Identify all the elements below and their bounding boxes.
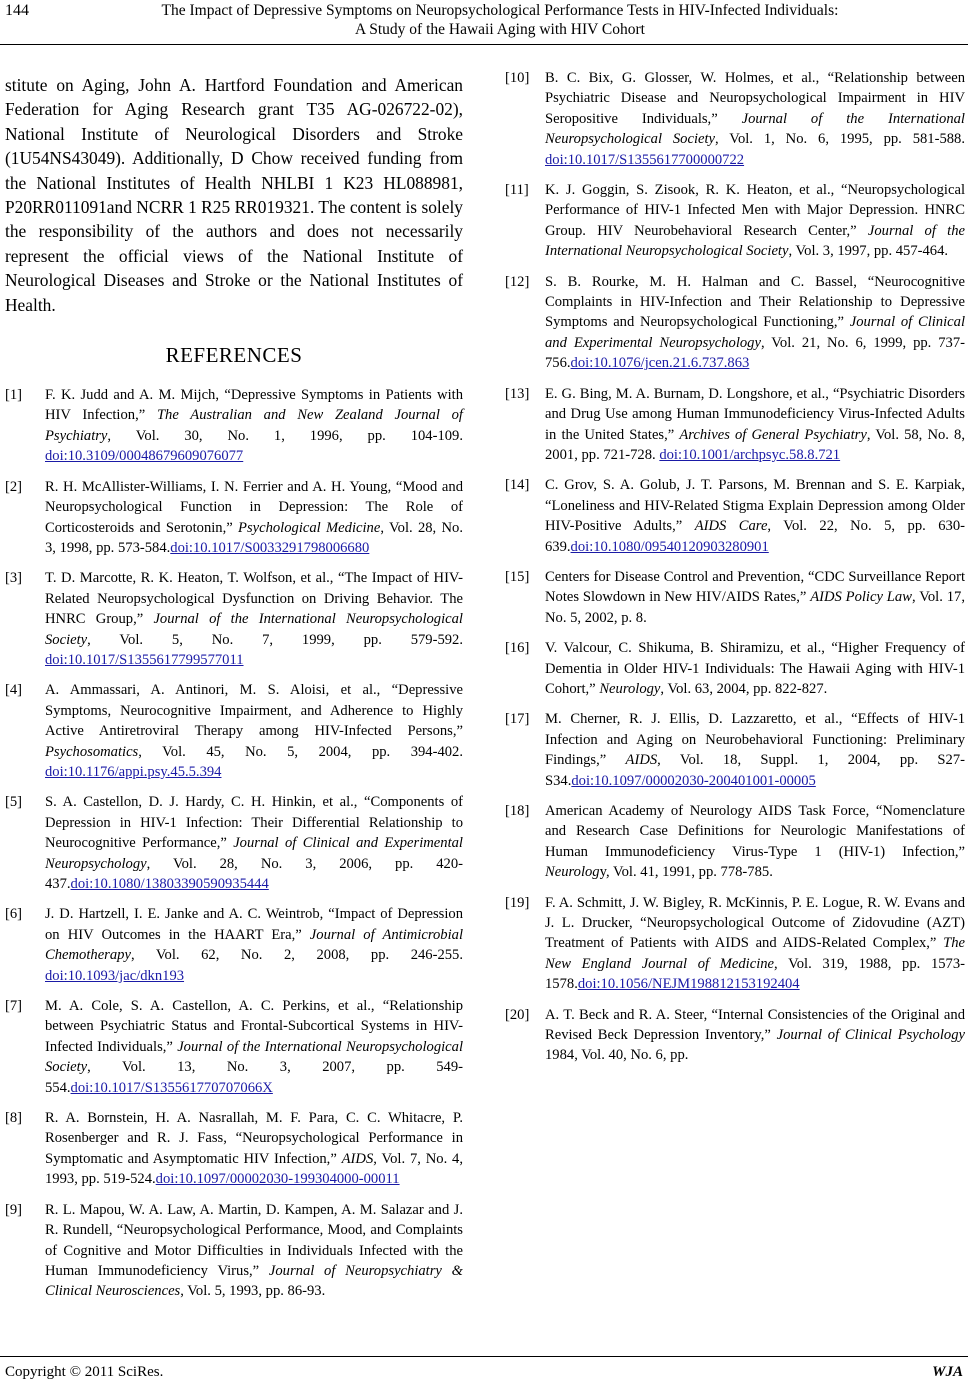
reference-journal: Neurolog xyxy=(545,864,600,881)
reference-authors-title: M. Cherner, R. J. Ellis, D. Lazzaretto, et al., “Effects of HIV-1 Infection and Aging on Neurobehavioral Functioning: Preliminary Findings,” xyxy=(545,711,965,769)
reference-number: [19] xyxy=(505,894,530,911)
reference-authors-title: American Academy of Neurology AIDS Task Force, “Nomenclature and Research Case Definitions for Neurologic Manifestations of Human Immunodeficiency Virus-Type 1 (HIV-1) Infection,” xyxy=(545,803,965,860)
right-column xyxy=(505,68,965,1076)
reference-authors-title: R. L. Mapou, W. A. Law, A. Martin, D. Kampen, A. M. Salazar and J. R. Rundell, “Neuropsychological Performance, Mood, and Complaints of Cognitive and Motor Difficulties in Individuals Infected with the Human Immunodeficiency Virus,” xyxy=(45,1201,463,1279)
reference-journal: AIDS xyxy=(625,752,658,769)
reference-authors-title: F. A. Schmitt, J. W. Bigley, R. McKinnis, P. E. Logue, R. W. Evans and J. L. Drucker, “Neuropsychological Outcome of Zidovudine (AZT) Treatment of Patients with AIDS and AIDS-Related Complex,” xyxy=(545,894,965,952)
reference-number: [14] xyxy=(505,477,530,494)
reference-item xyxy=(505,709,965,791)
reference-journal: AIDS Policy Law xyxy=(810,589,912,606)
reference-text xyxy=(545,893,965,995)
reference-authors-title: A. Ammassari, A. Antinori, M. S. Aloisi, et al., “Depressive Symptoms, Neurocognitive Impairment, and Adherence to Highly Active Antiretroviral Therapy among HIV-Infected Persons,” xyxy=(45,682,463,740)
reference-text xyxy=(45,1108,463,1190)
doi-link[interactable]: doi:10.3109/00048679609076077 xyxy=(45,448,244,465)
reference-journal: Journal of Neuropsychiatry & Clinical Neurosciences xyxy=(45,1262,464,1300)
reference-number: [17] xyxy=(505,711,530,728)
references-list-right xyxy=(505,68,965,1076)
reference-details: , Vol. 63, 2004, pp. 822-827. xyxy=(660,680,828,697)
reference-authors-title: E. G. Bing, M. A. Burnam, D. Longshore, et al., “Psychiatric Disorders and Drug Use among Human Immunodeficiency Virus-Infected Adults in the United States,” xyxy=(545,385,965,443)
reference-journal: AIDS xyxy=(341,1150,374,1167)
reference-text xyxy=(545,68,965,170)
reference-item xyxy=(5,568,463,670)
reference-journal: Journal of Clinical and Experimental Neuropsychology xyxy=(545,314,965,351)
reference-text xyxy=(545,801,965,883)
reference-item xyxy=(5,792,463,894)
reference-journal: Journal of Clinical Psychology xyxy=(776,1027,965,1044)
reference-authors-title: V. Valcour, C. Shikuma, B. Shiramizu, et al., “Higher Frequency of Dementia in Older HIV-1 Individuals: The Hawaii Aging with HIV-1 Cohort,” xyxy=(545,640,965,697)
reference-details: 1984, Vol. 40, No. 6, pp. xyxy=(545,1047,689,1064)
reference-details: , Vol. 1, No. 6, 1995, pp. 581-588. xyxy=(715,131,965,148)
references-heading: REFERENCES xyxy=(165,343,303,368)
reference-details: , Vol. 45, No. 5, 2004, pp. 394-402. xyxy=(138,743,463,760)
reference-details: , Vol. 30, No. 1, 1996, pp. 104-109. xyxy=(107,427,463,444)
doi-link[interactable]: doi:10.1017/S1355617700000722 xyxy=(545,151,745,168)
doi-link[interactable]: doi:10.1080/13803390590935444 xyxy=(70,876,269,892)
reference-journal: AIDS Care xyxy=(694,518,768,535)
running-title-line-2: A Study of the Hawaii Aging with HIV Cohort xyxy=(355,21,645,38)
doi-link[interactable]: doi:10.1176/appi.psy.45.5.394 xyxy=(45,763,222,780)
reference-number: [3] xyxy=(5,570,23,587)
reference-number: [1] xyxy=(5,387,23,404)
reference-number: [10] xyxy=(505,70,530,86)
reference-journal: Journal of the International Neuropsychological Society xyxy=(45,1038,463,1076)
reference-item xyxy=(505,801,965,883)
reference-journal: The Australian and New Zealand Journal of Psychiatry xyxy=(45,407,463,444)
reference-details: , Vol. 319, 1988, pp. 1573-1578. xyxy=(545,955,965,993)
reference-number: [18] xyxy=(505,803,530,819)
left-column xyxy=(5,73,463,1312)
reference-details: , Vol. 7, No. 4, 1993, pp. 519-524. xyxy=(45,1150,463,1188)
reference-authors-title: Centers for Disease Control and Prevention, “CDC Surveillance Report Notes Slowdown in New HIV/AIDS Rates,” xyxy=(545,568,965,606)
reference-details: , Vol. 28, No. 3, 1998, pp. 573-584. xyxy=(45,519,463,556)
reference-journal: Psychosomatics xyxy=(45,743,139,760)
reference-text xyxy=(545,638,965,699)
reference-authors-title: R. A. Bornstein, H. A. Nasrallah, M. F. Para, C. C. Whitacre, P. Rosenberger and R. J. Fass, “Neuropsychological Performance in Symptomatic and Asymptomatic HIV Infection,” xyxy=(45,1110,463,1167)
reference-text xyxy=(545,475,965,557)
reference-number: [9] xyxy=(5,1201,23,1218)
reference-item xyxy=(505,272,965,374)
journal-abbreviation: WJA xyxy=(932,1364,963,1380)
reference-text xyxy=(45,904,463,986)
reference-item xyxy=(5,680,463,782)
reference-item xyxy=(5,385,463,467)
reference-number: [13] xyxy=(505,385,530,402)
reference-journal: Archives of General Psychiatry xyxy=(679,426,867,443)
reference-item xyxy=(505,638,965,699)
reference-number: [6] xyxy=(5,906,23,923)
reference-authors-title: F. K. Judd and A. M. Mijch, “Depressive Symptoms in Patients with HIV Infection,” xyxy=(45,387,463,424)
reference-text xyxy=(45,385,463,467)
reference-item xyxy=(505,384,965,466)
reference-details: , Vol. 62, No. 2, 2008, pp. 246-255. xyxy=(130,947,463,964)
doi-link[interactable]: doi:10.1097/00002030-200401001-00005 xyxy=(571,772,816,789)
reference-number: [8] xyxy=(5,1110,23,1127)
reference-number: [2] xyxy=(5,478,23,495)
reference-text xyxy=(45,680,463,782)
reference-item xyxy=(505,567,965,628)
reference-authors-title: M. A. Cole, S. A. Castellon, A. C. Perkins, et al., “Relationship between Psychiatric Status and Frontal-Subcortical Systems in HIV-Infected Individuals,” xyxy=(45,998,463,1055)
doi-link[interactable]: doi:10.1097/00002030-199304000-00011 xyxy=(155,1171,400,1188)
reference-text xyxy=(545,567,965,628)
doi-link[interactable]: doi:10.1093/jac/dkn193 xyxy=(45,967,185,984)
reference-journal: Journal of Antimicrobial Chemotherapy xyxy=(45,926,464,964)
doi-link[interactable]: doi:10.1017/S0033291798006680 xyxy=(170,539,370,556)
reference-authors-title: T. D. Marcotte, R. K. Heaton, T. Wolfson, et al., “The Impact of HIV-Related Neuropsychological Dysfunction on Driving Behavior. The HNRC Group,” xyxy=(45,570,463,628)
reference-text xyxy=(545,180,965,262)
reference-journal: Journal of the International Neuropsychological Society xyxy=(545,222,965,260)
reference-item xyxy=(505,180,965,262)
reference-details: y, Vol. 41, 1991, pp. 778-785. xyxy=(599,864,773,881)
reference-number: [15] xyxy=(505,568,530,585)
doi-link[interactable]: doi:10.1056/NEJM198812153192404 xyxy=(577,976,800,993)
reference-item xyxy=(5,904,463,986)
reference-item xyxy=(505,1005,965,1066)
reference-number: [11] xyxy=(505,182,529,199)
reference-journal: Journal of Clinical and Experimental Neuropsychology xyxy=(45,835,463,872)
reference-text xyxy=(45,568,463,670)
reference-authors-title: J. D. Hartzell, I. E. Janke and A. C. Weintrob, “Impact of Depression on HIV Outcomes in the HAART Era,” xyxy=(45,906,463,943)
reference-number: [7] xyxy=(5,998,23,1015)
doi-link[interactable]: doi:10.1080/09540120903280901 xyxy=(570,538,769,555)
reference-journal: Neurology xyxy=(599,680,661,697)
reference-journal: Journal of the International Neuropsychological Society xyxy=(545,110,965,148)
reference-authors-title: B. C. Bix, G. Glosser, W. Holmes, et al., “Relationship between Psychiatric Disease and Neuropsychological Impairment in HIV Seropositive Individuals,” xyxy=(545,70,965,127)
reference-text xyxy=(45,477,463,559)
reference-item xyxy=(5,996,463,1098)
reference-item xyxy=(505,475,965,557)
reference-text xyxy=(545,709,965,791)
reference-details: , Vol. 17, No. 5, 2002, p. 8. xyxy=(545,589,965,626)
reference-authors-title: S. A. Castellon, D. J. Hardy, C. H. Hinkin, et al., “Components of Depression in HIV-1 Infection: Their Differential Relationship to Neurocognitive Performance,” xyxy=(45,794,463,852)
reference-authors-title: A. T. Beck and R. A. Steer, “Internal Consistencies of the Original and Revised Beck Depression Inventory,” xyxy=(545,1006,965,1044)
copyright-notice: Copyright © 2011 SciRes. xyxy=(5,1364,164,1380)
reference-text xyxy=(545,1005,965,1066)
doi-link[interactable]: doi:10.1017/S135561770707066X xyxy=(70,1079,273,1096)
reference-details: , Vol. 13, No. 3, 2007, pp. 549-554. xyxy=(45,1059,463,1096)
running-title xyxy=(60,1,940,39)
reference-text xyxy=(545,384,965,466)
reference-details: , Vol. 28, No. 3, 2006, pp. 420-437. xyxy=(45,855,463,892)
doi-link[interactable]: doi:10.1017/S1355617799577011 xyxy=(45,651,244,668)
reference-item xyxy=(505,893,965,995)
page-header xyxy=(0,0,968,44)
reference-authors-title: C. Grov, S. A. Golub, J. T. Parsons, M. Brennan and S. E. Karpiak, “Loneliness and HIV-Related Stigma Explain Depression among Older HIV-Positive Adults,” xyxy=(545,477,965,535)
reference-text xyxy=(45,996,463,1098)
doi-link[interactable]: doi:10.1001/archpsyc.58.8.721 xyxy=(659,446,841,463)
reference-details: , Vol. 5, 1993, pp. 86-93. xyxy=(180,1283,326,1300)
reference-number: [16] xyxy=(505,640,530,657)
reference-details: , Vol. 18, Suppl. 1, 2004, pp. S27-S34. xyxy=(545,752,965,789)
reference-text xyxy=(45,1200,463,1302)
reference-authors-title: S. B. Rourke, M. H. Halman and C. Bassel, “Neurocognitive Complaints in HIV-Infection and Their Relationship to Depressive Symptoms and Neuropsychological Functioning,” xyxy=(545,273,965,331)
header-rule xyxy=(0,44,968,45)
reference-number: [12] xyxy=(505,273,530,290)
reference-details: , Vol. 21, No. 6, 1999, pp. 737-756. xyxy=(545,334,965,372)
running-title-line-1: The Impact of Depressive Symptoms on Neuropsychological Performance Tests in HIV-Infected Individuals: xyxy=(161,2,839,19)
reference-journal: Journal of the International Neuropsychological Society xyxy=(45,611,463,648)
reference-journal: The New England Journal of Medicine xyxy=(545,935,965,972)
reference-number: [20] xyxy=(505,1006,530,1023)
reference-authors-title: R. H. McAllister-Williams, I. N. Ferrier and A. H. Young, “Mood and Neuropsychological Function in Depression: The Role of Corticosteroids and Serotonin,” xyxy=(45,478,463,536)
reference-details: , Vol. 22, No. 5, pp. 630-639. xyxy=(545,518,965,555)
page-number: 144 xyxy=(5,2,29,19)
reference-item xyxy=(5,1108,463,1190)
reference-text xyxy=(545,272,965,374)
reference-item xyxy=(505,68,965,170)
reference-number: [5] xyxy=(5,794,23,811)
reference-authors-title: K. J. Goggin, S. Zisook, R. K. Heaton, et al., “Neuropsychological Performance of HIV-1 Infected Men with Major Depression. HNRC Group. HIV Neurobehavioral Research Center,” xyxy=(545,182,965,239)
references-list-left xyxy=(5,385,463,1312)
reference-details: , Vol. 58, No. 8, 2001, pp. 721-728. xyxy=(545,426,965,463)
reference-item xyxy=(5,1200,463,1302)
reference-details: , Vol. 5, No. 7, 1999, pp. 579-592. xyxy=(87,631,463,648)
reference-journal: Psychological Medicine xyxy=(238,519,381,536)
reference-details: , Vol. 3, 1997, pp. 457-464. xyxy=(788,243,949,260)
reference-text xyxy=(45,792,463,894)
footer-rule xyxy=(0,1356,968,1357)
reference-number: [4] xyxy=(5,682,23,699)
reference-item xyxy=(5,477,463,559)
doi-link[interactable]: doi:10.1076/jcen.21.6.737.863 xyxy=(570,355,750,372)
acknowledgment-paragraph: stitute on Aging, John A. Hartford Foundation and American Federation for Aging Research grant T35 AG-026722-02), National Institute of Neurological Disorders and Stroke (1U54NS43049). Additionally, D Chow received funding from the National Institutes of Health NHLBI 1 K23 HL088981, P20RR011091and NCRR 1 R25 RR019321. The content is solely the responsibility of the authors and does not necessarily represent the official views of the National Institute of Neurological Diseases and Stroke or the National Institutes of Health. xyxy=(5,75,463,315)
